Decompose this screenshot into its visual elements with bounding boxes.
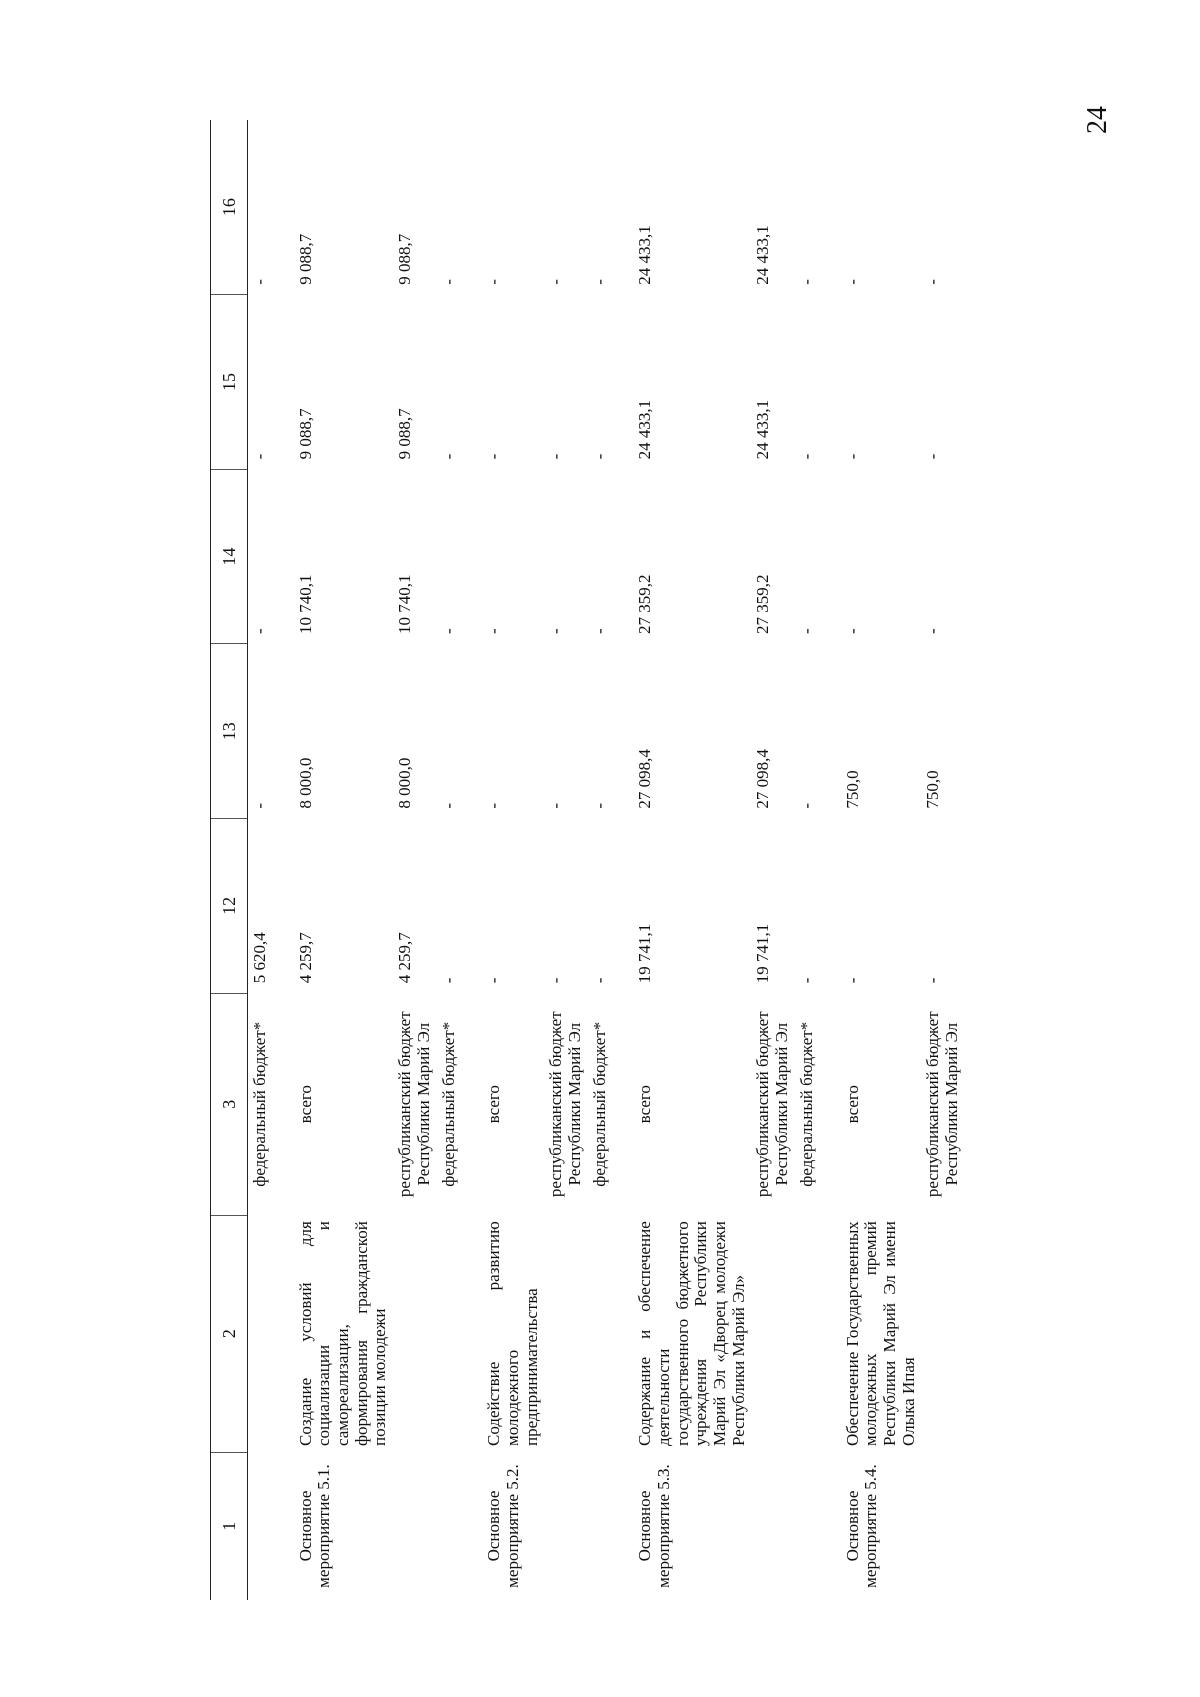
value-cell-16: 24 433,1 <box>753 225 773 285</box>
measure-id-cell: Основное мероприятие 5.1. <box>295 1464 334 1588</box>
measure-id-cell <box>751 1452 794 1600</box>
value-cell-15: 9 088,7 <box>295 408 315 460</box>
funding-source-cell: республиканский бюджет Республики Марий Эл <box>753 1011 792 1198</box>
value-cell-16: - <box>842 279 862 285</box>
value-cell-13: - <box>796 802 816 809</box>
measure-name-cell: Создание условий для социализации и самореализации, формирования гражданской позиции молодежи <box>295 1221 390 1447</box>
value-cell-15: - <box>796 453 816 460</box>
funding-source-cell: республиканский бюджет Республики Марий Эл <box>546 1011 584 1198</box>
value-cell-14: - <box>589 628 609 634</box>
value-cell-12: 5 620,4 <box>250 932 269 984</box>
value-cell-16: 24 433,1 <box>635 225 655 285</box>
value-cell-13: - <box>250 802 269 809</box>
value-cell-15: - <box>438 453 458 460</box>
value-cell-13: 750,0 <box>842 770 862 809</box>
measure-id-cell: Основное мероприятие 5.4. <box>842 1464 881 1588</box>
measure-id-cell: Основное мероприятие 5.3. <box>635 1464 673 1588</box>
funding-source-cell: федеральный бюджет* <box>796 1021 816 1187</box>
table-row <box>795 120 820 1600</box>
table-row <box>612 120 751 1600</box>
value-cell-14: - <box>484 628 504 634</box>
measure-name-cell <box>795 1215 820 1452</box>
value-cell-13: 8 000,0 <box>395 757 415 809</box>
value-cell-12: - <box>589 977 609 984</box>
value-cell-12: - <box>546 977 566 984</box>
value-cell-14: - <box>546 628 566 634</box>
value-cell-15: - <box>842 453 862 460</box>
col-header: 16 <box>211 120 248 295</box>
value-cell-13: 27 098,4 <box>753 749 773 809</box>
measure-id-cell <box>588 1452 613 1600</box>
value-cell-12: - <box>842 977 862 984</box>
table-row <box>273 120 393 1600</box>
value-cell-15: - <box>546 453 566 460</box>
value-cell-14: 27 359,2 <box>635 574 655 634</box>
measure-id-cell <box>393 1452 436 1600</box>
value-cell-12: - <box>438 977 458 984</box>
col-header: 1 <box>211 1452 248 1600</box>
page-number: 24 <box>1082 106 1113 134</box>
value-cell-12: 19 741,1 <box>635 923 655 984</box>
measure-name-cell: Содействие развитию молодежного предпринимательства <box>484 1221 541 1447</box>
value-cell-13: - <box>438 802 458 809</box>
value-cell-16: - <box>546 279 566 285</box>
value-cell-16: - <box>796 279 816 285</box>
col-header: 3 <box>211 993 248 1215</box>
col-header: 2 <box>211 1215 248 1452</box>
value-cell-15: 9 088,7 <box>395 408 415 460</box>
funding-source-cell: всего <box>295 1085 315 1124</box>
value-cell-14: 10 740,1 <box>295 574 315 634</box>
value-cell-12: 19 741,1 <box>753 923 773 984</box>
funding-table <box>210 120 965 1600</box>
header-row <box>211 120 248 1600</box>
table-row <box>544 120 587 1600</box>
measure-id-cell <box>248 1452 273 1600</box>
funding-source-cell: федеральный бюджет* <box>589 1021 609 1187</box>
value-cell-13: 27 098,4 <box>635 749 655 809</box>
measure-id-cell <box>437 1452 462 1600</box>
value-cell-15: 24 433,1 <box>635 399 655 460</box>
funding-source-cell: всего <box>484 1085 504 1124</box>
value-cell-13: 8 000,0 <box>295 757 315 809</box>
measure-name-cell: Содержание и обеспечение деятельности государственного бюджетного учреждения Республики Марий Эл «Дворец молодежи Республики Марий Эл» <box>635 1221 748 1447</box>
value-cell-14: - <box>842 628 862 634</box>
measure-name-cell <box>921 1215 964 1452</box>
measure-id-cell <box>795 1452 820 1600</box>
value-cell-12: - <box>923 977 943 984</box>
table-row <box>437 120 462 1600</box>
table-row <box>921 120 964 1600</box>
funding-source-cell: всего <box>842 1085 862 1124</box>
measure-id-cell <box>921 1452 964 1600</box>
value-cell-13: - <box>589 802 609 809</box>
value-cell-16: - <box>438 279 458 285</box>
value-cell-14: - <box>923 628 943 634</box>
table-row <box>751 120 794 1600</box>
value-cell-13: - <box>546 802 566 809</box>
measure-name-cell <box>248 1215 273 1452</box>
value-cell-15: - <box>923 453 943 460</box>
table-row <box>820 120 922 1600</box>
col-header: 13 <box>211 644 248 819</box>
measure-name-cell <box>588 1215 613 1452</box>
funding-source-cell: федеральный бюджет* <box>438 1021 458 1187</box>
funding-source-cell: республиканский бюджет Республики Марий Эл <box>395 1011 433 1198</box>
table-row <box>248 120 273 1600</box>
value-cell-15: - <box>589 453 609 460</box>
value-cell-14: - <box>438 628 458 634</box>
value-cell-15: - <box>250 453 269 460</box>
value-cell-12: - <box>796 977 816 984</box>
value-cell-16: 9 088,7 <box>295 233 315 285</box>
col-header: 15 <box>211 295 248 470</box>
measure-name-cell <box>393 1215 436 1452</box>
value-cell-16: - <box>589 279 609 285</box>
value-cell-16: - <box>484 279 504 285</box>
value-cell-14: - <box>250 628 269 634</box>
table-row <box>588 120 613 1600</box>
measure-name-cell <box>751 1215 794 1452</box>
measure-name-cell <box>437 1215 462 1452</box>
value-cell-13: - <box>484 802 504 809</box>
value-cell-14: - <box>796 628 816 634</box>
funding-source-cell: федеральный бюджет* <box>250 1021 269 1187</box>
value-cell-16: 9 088,7 <box>395 233 415 285</box>
value-cell-12: 4 259,7 <box>395 932 415 984</box>
value-cell-16: - <box>250 279 269 285</box>
table-row <box>393 120 436 1600</box>
measure-id-cell <box>544 1452 587 1600</box>
measure-name-cell: Обеспечение Государственных молодежных премий Республики Марий Эл имени Олыка Ипая <box>842 1221 918 1447</box>
value-cell-14: 10 740,1 <box>395 574 415 634</box>
value-cell-14: 27 359,2 <box>753 574 773 634</box>
measure-name-cell <box>544 1215 587 1452</box>
value-cell-12: - <box>484 977 504 984</box>
funding-source-cell: всего <box>635 1085 655 1124</box>
measure-id-cell: Основное мероприятие 5.2. <box>484 1464 522 1588</box>
rotated-table-container <box>210 120 1040 1600</box>
table-row <box>461 120 544 1600</box>
value-cell-12: 4 259,7 <box>295 932 315 984</box>
value-cell-15: - <box>484 453 504 460</box>
value-cell-16: - <box>923 279 943 285</box>
funding-source-cell: республиканский бюджет Республики Марий Эл <box>923 1011 961 1198</box>
col-header: 14 <box>211 469 248 644</box>
value-cell-13: 750,0 <box>923 770 943 809</box>
value-cell-15: 24 433,1 <box>753 399 773 460</box>
col-header: 12 <box>211 819 248 994</box>
